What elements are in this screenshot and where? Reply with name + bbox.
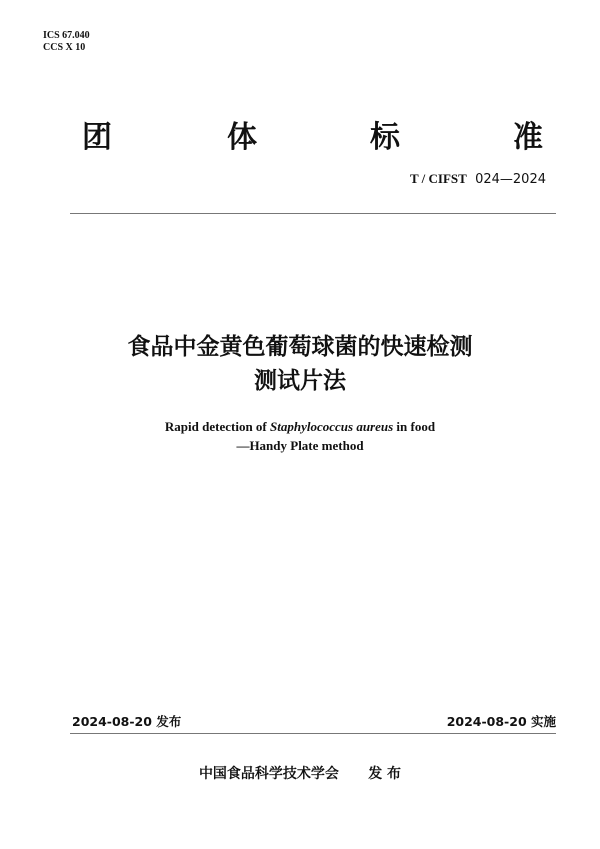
implement-date: 2024-08-20 实施 — [446, 714, 556, 729]
publisher-name: 中国食品科学技术学会 — [198, 766, 339, 782]
issue-date: 2024-08-20 发布 — [72, 714, 182, 729]
title-en-text: Rapid detection of — [164, 419, 271, 434]
category-char-2: 体 — [227, 120, 257, 155]
publish-word: 发 布 — [368, 766, 402, 782]
ccs-code: CCS X 10 — [43, 42, 86, 53]
category-char-1: 团 — [82, 120, 112, 155]
standard-number — [400, 171, 546, 187]
publisher — [0, 763, 600, 783]
standard-prefix: T / CIFST — [409, 171, 467, 186]
bottom-divider — [70, 733, 556, 734]
title-en-species: Staphylococcus aureus — [270, 419, 394, 434]
category-char-3: 标 — [370, 120, 400, 155]
title-en-line-2: —Handy Plate method — [236, 438, 364, 453]
ics-code: ICS 67.040 — [43, 30, 90, 41]
classification-codes — [43, 30, 90, 54]
top-divider — [70, 213, 556, 214]
title-cn-line-2: 测试片法 — [254, 368, 346, 394]
category-char-4: 准 — [513, 120, 543, 155]
title-en-line-1 — [0, 417, 600, 436]
title-cn-line-1: 食品中金黄色葡萄球菌的快速检测 — [127, 334, 473, 360]
title-en-text-end: in food — [393, 419, 436, 434]
standard-code: 024—2024 — [475, 172, 546, 187]
